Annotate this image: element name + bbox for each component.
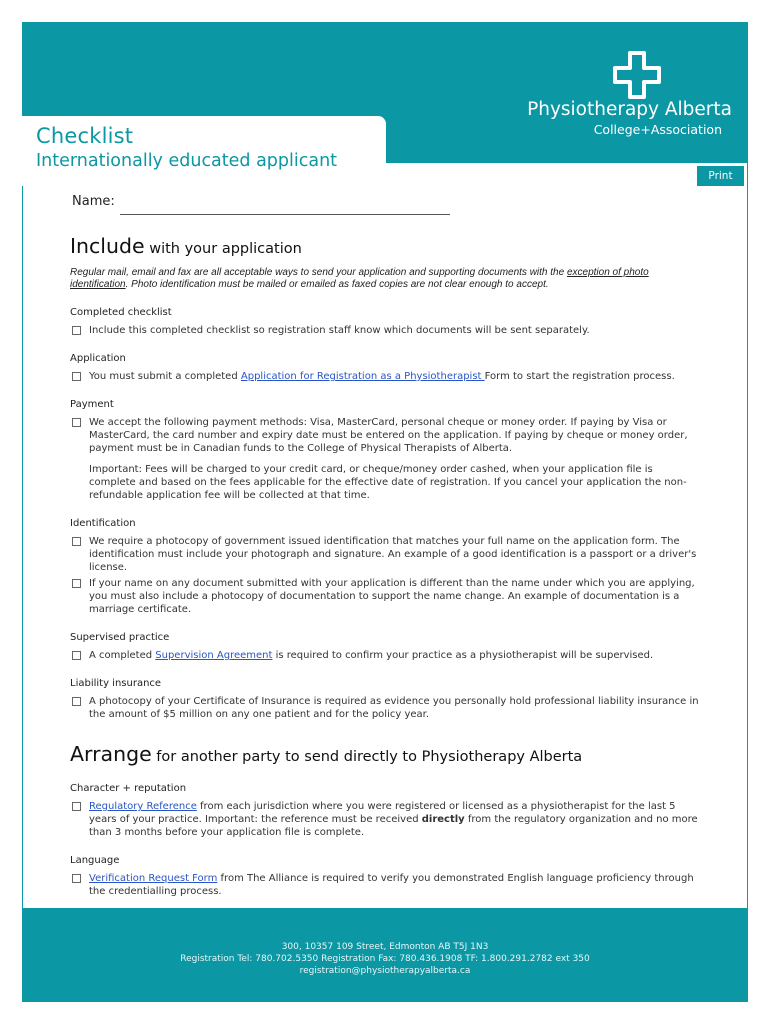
footer [22,908,748,1002]
application-form-link[interactable]: Application for Registration as a Physiotherapist [240,371,485,382]
checklist-item: We require a photocopy of government issued identification that matches your full name on the application form. The identification must include your photograph and signature. An example of a good identification is a passport or a driver's license. [70,535,700,574]
group-label: Payment [70,399,114,410]
checkbox[interactable] [72,537,81,546]
checklist-item: If your name on any document submitted with your application is different than the name under which you are applying, you must also include a photocopy of documentation to support the name change. An example of documentation is a marriage certificate. [70,577,700,616]
checkbox[interactable] [72,697,81,706]
group-application [70,352,700,383]
group-identification [70,517,700,616]
checklist-item: A completed Supervision Agreement is required to confirm your practice as a physiotherapist will be supervised. [70,649,700,662]
footer-phones: Registration Tel: 780.702.5350 Registration Fax: 780.436.1908 TF: 1.800.291.2782 ext 350 [180,954,590,964]
verification-request-form-link[interactable]: Verification Request Form [89,873,218,884]
group-label: Supervised practice [70,632,170,643]
name-input[interactable] [120,197,450,215]
checklist-item: Include this completed checklist so registration staff know which documents will be sent separately. [70,324,700,337]
group-supervised-practice [70,631,700,662]
page-title: Checklist [36,124,134,148]
checkbox[interactable] [72,651,81,660]
regulatory-reference-link[interactable]: Regulatory Reference [89,801,197,812]
group-label: Liability insurance [70,678,162,689]
checkbox[interactable] [72,579,81,588]
name-label: Name: [72,194,115,209]
org-name: Physiotherapy Alberta [527,99,732,120]
checkbox[interactable] [72,418,81,427]
group-label: Identification [70,518,136,529]
group-payment [70,398,700,502]
footer-email: registration@physiotherapyalberta.ca [299,966,471,976]
checklist-item: Verification Request Form from The Alliance is required to verify you demonstrated English language proficiency through the credentialling process. [70,872,700,898]
checklist-item: A photocopy of your Certificate of Insurance is required as evidence you personally hold professional liability insurance in the amount of $5 million on any one patient and for the policy year. [70,695,700,721]
checkbox[interactable] [72,802,81,811]
supervision-agreement-link[interactable]: Supervision Agreement [155,650,273,661]
group-liability-insurance [70,677,700,721]
checklist-item: Regulatory Reference from each jurisdiction where you were registered or licensed as a physiotherapist for the last 5 years of your practice. Important: the reference must be received directly from the regulatory organization and no more than 3 months before your application file is complete. [70,800,700,839]
checklist-item: We accept the following payment methods: Visa, MasterCard, personal cheque or money order. If paying by Visa or MasterCard, the card number and expiry date must be entered on the application. If paying by cheque or money order, payment must be in Canadian funds to the College of Physical Therapists of Alberta. Important: Fees will be charged to your credit card, or cheque/money order cashed, when your application file is complete and based on the fees applicable for the effective date of registration. If you cancel your application the non-refundable application fee will be collected at that time. [70,416,700,502]
group-label: Character + reputation [70,783,187,794]
group-label: Language [70,855,120,866]
include-intro: Regular mail, email and fax are all acceptable ways to send your application and supporting documents with the exception of photo identification. Photo identification must be mailed or emailed as faxed copies are not clear enough to accept. [70,267,649,290]
print-button[interactable]: Print [697,166,744,186]
group-label: Application [70,353,126,364]
footer-address: 300, 10357 109 Street, Edmonton AB T5J 1N3 [281,942,489,952]
group-character-reputation [70,782,700,839]
page-subtitle: Internationally educated applicant [36,151,338,171]
group-label: Completed checklist [70,307,172,318]
checkbox[interactable] [72,874,81,883]
checkbox[interactable] [72,326,81,335]
group-completed-checklist [70,306,700,337]
arrange-heading: Arrange for another party to send directly to Physiotherapy Alberta [70,742,583,766]
include-heading: Include with your application [70,234,302,258]
checkbox[interactable] [72,372,81,381]
checklist-content [70,231,700,901]
checklist-item: You must submit a completed Application for Registration as a Physiotherapist Form to start the registration process. [70,370,700,383]
org-subtitle: College+Association [593,122,722,137]
group-language [70,854,700,898]
logo-cross-icon [612,50,662,100]
